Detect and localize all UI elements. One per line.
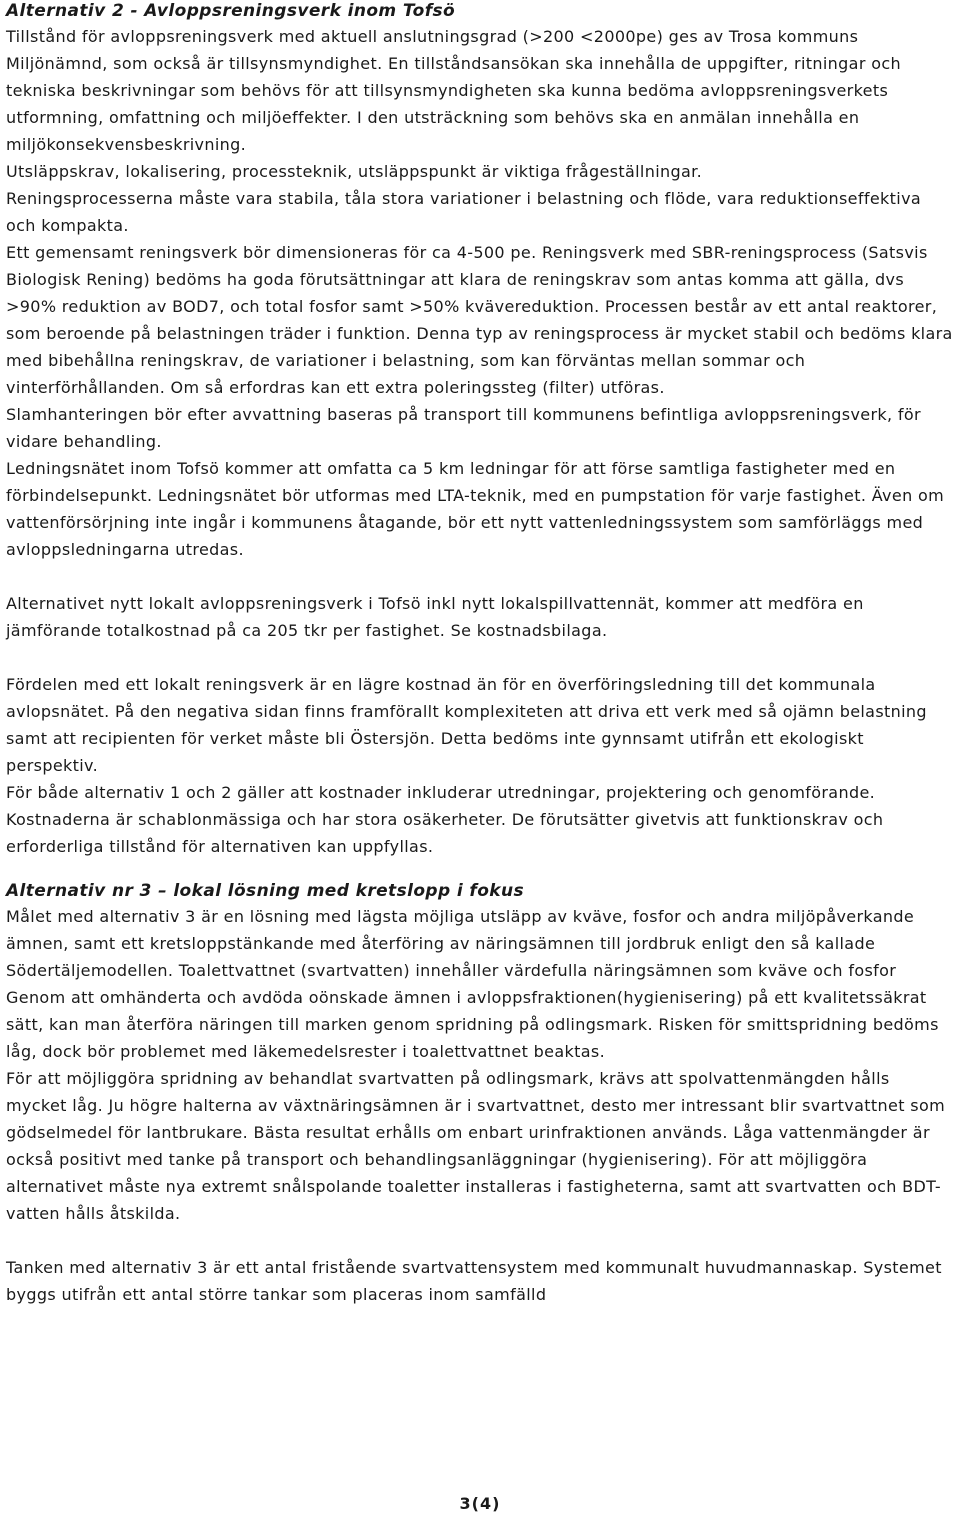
paragraph: Alternativet nytt lokalt avloppsreningsverk i Tofsö inkl nytt lokalspillvattennät, kommer att medföra en jämförande totalkostnad på ca 205 tkr per fastighet. Se kostnadsbilaga. [6, 594, 864, 640]
paragraph: Slamhanteringen bör efter avvattning baseras på transport till kommunens befintliga avloppsreningsverk, för vidare behandling. [6, 405, 921, 451]
paragraph: Fördelen med ett lokalt reningsverk är en lägre kostnad än för en överföringsledning till det kommunala avlopsnätet. På den negativa sidan finns framförallt komplexiteten att driva ett verk med så ojämn belastning samt att recipienten för verket måste bli Östersjön. Detta bedöms inte gynnsamt utifrån ett ekologiskt perspektiv. [6, 675, 927, 775]
document-page [6, 0, 954, 1308]
paragraph-spacer [6, 644, 954, 671]
paragraph-spacer [6, 563, 954, 590]
paragraph: Reningsprocesserna måste vara stabila, tåla stora variationer i belastning och flöde, vara reduktionseffektiva och kompakta. [6, 189, 922, 235]
page-number: 3(4) [459, 1494, 501, 1513]
paragraph-spacer [6, 1227, 954, 1254]
paragraph: Ett gemensamt reningsverk bör dimensioneras för ca 4-500 pe. Reningsverk med SBR-reningsprocess (Satsvis Biologisk Rening) bedöms ha goda förutsättningar att klara de reningskrav som antas komma att gälla, dvs >90% reduktion av BOD7, och total fosfor samt >50% kvävereduktion. Processen består av ett antal reaktorer, som beroende på belastningen träder i funktion. Denna typ av reningsprocess är mycket stabil och bedöms klara med bibehållna reningskrav, de variationer i belastning, som kan förväntas mellan sommar och vinterförhållanden. Om så erfordras kan ett extra poleringssteg (filter) utföras. [6, 243, 953, 397]
paragraph: Tanken med alternativ 3 är ett antal fristående svartvattensystem med kommunalt huvudmannaskap. Systemet byggs utifrån ett antal större tankar som placeras inom samfälld [6, 1258, 942, 1304]
section-spacer [6, 860, 954, 880]
section-heading-alternativ-2: Alternativ 2 - Avloppsreningsverk inom Tofsö [6, 1, 456, 21]
paragraph: För att möjliggöra spridning av behandlat svartvatten på odlingsmark, krävs att spolvattenmängden hålls mycket låg. Ju högre halterna av växtnäringsämnen är i svartvattnet, desto mer intressant blir svartvattnet som gödselmedel för lantbrukare. Bästa resultat erhålls om enbart urinfraktionen används. Låga vattenmängder är också positivt med tanke på transport och behandlingsanläggningar (hygienisering). För att möjliggöra alternativet måste nya extremt snålspolande toaletter installeras i fastigheterna, samt att svartvatten och BDT-vatten hålls åtskilda. [6, 1069, 946, 1223]
paragraph: För både alternativ 1 och 2 gäller att kostnader inkluderar utredningar, projektering och genomförande. Kostnaderna är schablonmässiga och har stora osäkerheter. De förutsätter givetvis att funktionskrav och erforderliga tillstånd för alternativen kan uppfyllas. [6, 783, 884, 856]
paragraph: Målet med alternativ 3 är en lösning med lägsta möjliga utsläpp av kväve, fosfor och andra miljöpåverkande ämnen, samt ett kretsloppstänkande med återföring av näringsämnen till jordbruk enligt den så kallade Södertäljemodellen. Toalettvattnet (svartvatten) innehåller värdefulla näringsämnen som kväve och fosfor Genom att omhänderta och avdöda oönskade ämnen i avloppsfraktionen(hygienisering) på ett kvalitetssäkrat sätt, kan man återföra näringen till marken genom spridning på odlingsmark. Risken för smittspridning bedöms låg, dock bör problemet med läkemedelsrester i toalettvattnet beaktas. [6, 907, 939, 1061]
paragraph: Tillstånd för avloppsreningsverk med aktuell anslutningsgrad (>200 <2000pe) ges av Trosa kommuns Miljönämnd, som också är tillsynsmyndighet. En tillståndsansökan ska innehålla de uppgifter, ritningar och tekniska beskrivningar som behövs för att tillsynsmyndigheten ska kunna bedöma avloppsreningsverkets utformning, omfattning och miljöeffekter. I den utsträckning som behövs ska en anmälan innehålla en miljökonsekvensbeskrivning. [6, 27, 901, 154]
paragraph: Utsläppskrav, lokalisering, processteknik, utsläppspunkt är viktiga frågeställningar. [6, 162, 703, 181]
paragraph: Ledningsnätet inom Tofsö kommer att omfatta ca 5 km ledningar för att förse samtliga fastigheter med en förbindelsepunkt. Ledningsnätet bör utformas med LTA-teknik, med en pumpstation för varje fastighet. Även om vattenförsörjning inte ingår i kommunens åtagande, bör ett nytt vattenledningssystem som samförläggs med avloppsledningarna utredas. [6, 459, 945, 559]
section-heading-alternativ-3: Alternativ nr 3 – lokal lösning med kretslopp i fokus [6, 881, 525, 901]
